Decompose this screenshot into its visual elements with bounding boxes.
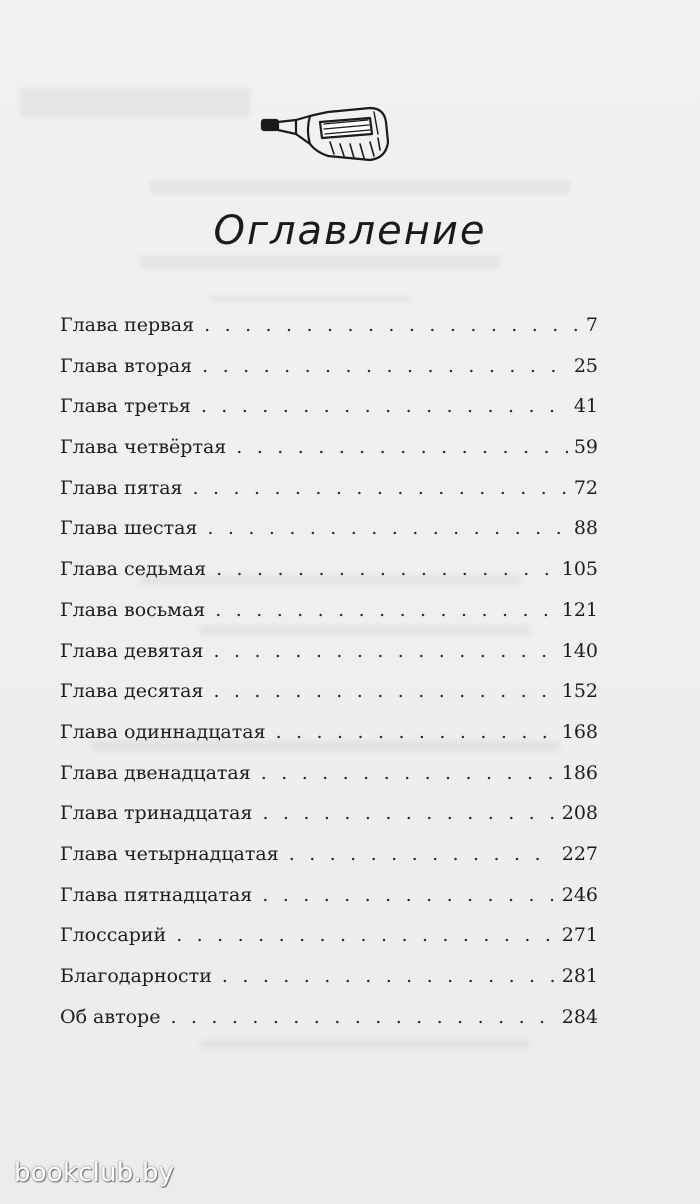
toc-leader-dots: [213, 671, 555, 712]
site-watermark: bookclub.by: [14, 1158, 175, 1188]
toc-page-number: 72: [573, 476, 598, 499]
toc-leader-dots: [204, 305, 580, 346]
toc-leader-dots: [262, 793, 555, 834]
toc-leader-dots: [262, 875, 555, 916]
toc-row[interactable]: [60, 305, 598, 346]
toc-leader-dots: [193, 468, 568, 509]
toc-row[interactable]: [60, 631, 598, 672]
toc-chapter-label: Об авторе: [60, 1005, 161, 1028]
show-through-block: [210, 295, 410, 303]
show-through-block: [150, 180, 570, 194]
toc-chapter-label: Благодарности: [60, 965, 212, 987]
show-through-block: [140, 255, 500, 269]
toc-page-number: 105: [561, 558, 598, 581]
toc-chapter-label: Глава первая: [60, 314, 195, 336]
toc-page-number: 25: [573, 354, 598, 377]
toc-leader-dots: [202, 346, 568, 387]
toc-row[interactable]: [60, 712, 598, 753]
toc-row[interactable]: [60, 834, 598, 875]
toc-page-number: 271: [561, 924, 598, 947]
toc-row[interactable]: [60, 671, 598, 712]
toc-row[interactable]: [60, 753, 598, 794]
toc-chapter-label: Глава восьмая: [60, 598, 206, 621]
toc-page-number: 208: [561, 802, 598, 825]
toc-page-number: 246: [561, 883, 598, 906]
toc-chapter-label: Глава третья: [60, 395, 191, 418]
show-through-block: [20, 88, 250, 118]
page-title: Оглавление: [213, 208, 487, 254]
bottle-icon: [258, 98, 394, 172]
table-of-contents: [60, 305, 598, 1037]
toc-chapter-label: Глава пятая: [60, 476, 183, 499]
toc-leader-dots: [214, 631, 556, 672]
toc-leader-dots: [201, 386, 568, 427]
toc-row[interactable]: [60, 875, 598, 916]
toc-row[interactable]: [60, 915, 598, 956]
toc-page-number: 88: [573, 517, 598, 540]
toc-chapter-label: Глава одиннадцатая: [60, 720, 266, 743]
toc-leader-dots: [289, 834, 556, 875]
toc-page-number: 7: [585, 314, 598, 336]
toc-row[interactable]: [60, 549, 598, 590]
toc-chapter-label: Глава пятнадцатая: [60, 883, 253, 906]
toc-page-number: 121: [561, 598, 598, 621]
toc-leader-dots: [215, 590, 555, 631]
toc-page-number: 186: [561, 761, 598, 784]
toc-leader-dots: [261, 753, 556, 794]
toc-chapter-label: Глава четырнадцатая: [60, 842, 279, 865]
toc-leader-dots: [276, 712, 556, 753]
toc-page-number: 41: [573, 395, 598, 418]
toc-chapter-label: Глава десятая: [60, 680, 204, 703]
toc-leader-dots: [176, 915, 556, 956]
toc-row[interactable]: [60, 386, 598, 427]
toc-row[interactable]: [60, 427, 598, 468]
toc-page-number: 152: [561, 680, 598, 703]
toc-chapter-label: Глава двенадцатая: [60, 761, 251, 784]
toc-leader-dots: [236, 427, 568, 468]
toc-page-number: 284: [561, 1005, 598, 1028]
toc-chapter-label: Глава седьмая: [60, 558, 207, 581]
toc-chapter-label: Глава вторая: [60, 354, 193, 377]
toc-row[interactable]: [60, 997, 598, 1038]
toc-row[interactable]: [60, 793, 598, 834]
toc-chapter-label: Глава тринадцатая: [60, 802, 253, 825]
toc-page-number: 227: [561, 842, 598, 865]
show-through-block: [200, 1040, 530, 1048]
toc-row[interactable]: [60, 346, 598, 387]
toc-page-number: 59: [573, 436, 598, 459]
toc-row[interactable]: [60, 508, 598, 549]
toc-row[interactable]: [60, 590, 598, 631]
toc-chapter-label: Глава четвёртая: [60, 436, 227, 459]
toc-leader-dots: [170, 997, 555, 1038]
toc-chapter-label: Глава девятая: [60, 639, 204, 662]
toc-leader-dots: [222, 956, 556, 997]
toc-row[interactable]: [60, 956, 598, 997]
toc-page-number: 168: [561, 720, 598, 743]
toc-leader-dots: [207, 508, 567, 549]
toc-leader-dots: [216, 549, 556, 590]
toc-page-number: 281: [561, 965, 598, 987]
toc-chapter-label: Глоссарий: [60, 924, 167, 947]
toc-page-number: 140: [561, 639, 598, 662]
toc-chapter-label: Глава шестая: [60, 517, 198, 540]
toc-row[interactable]: [60, 468, 598, 509]
